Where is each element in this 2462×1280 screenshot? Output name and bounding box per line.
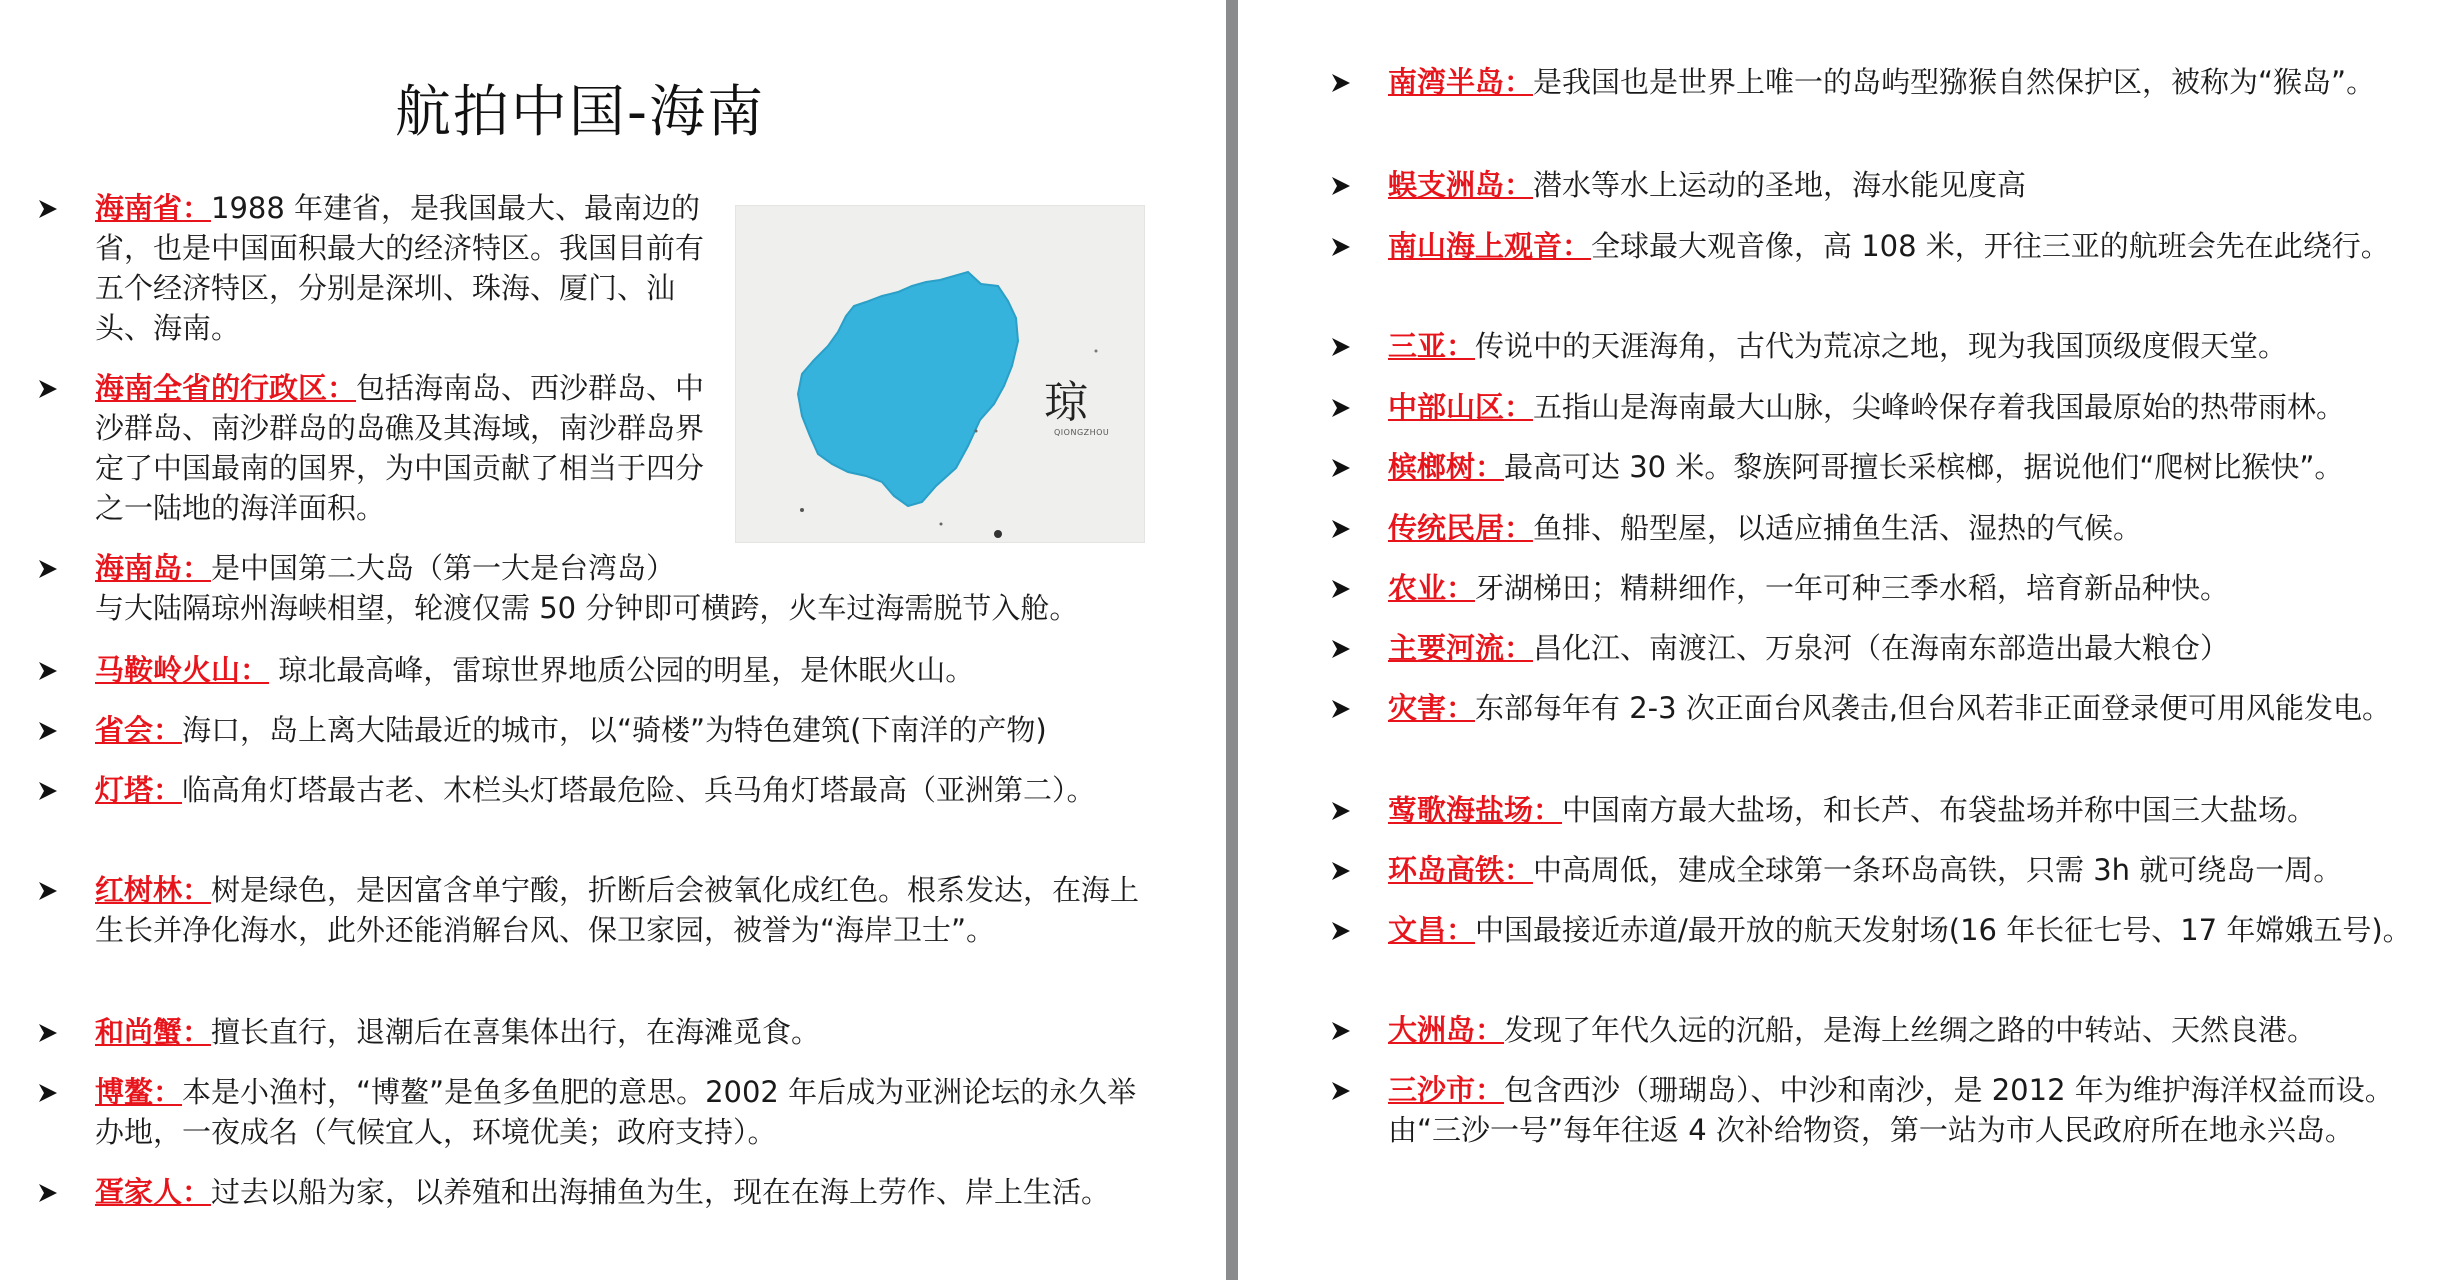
item-text: 中国南方最大盐场，和长芦、布袋盐场并称中国三大盐场。 — [1562, 793, 2317, 827]
item-label: 三沙市： — [1388, 1073, 1505, 1107]
item-text: 树是绿色，是因富含单宁酸，折断后会被氧化成红色。根系发达，在海上生长并净化海水，此外还能消解台风、保卫家园，被誉为“海岸卫士”。 — [95, 873, 1140, 947]
item-text: 1988 年建省，是我国最大、最南边的省，也是中国面积最大的经济特区。我国目前有五个经济特区，分别是深圳、珠海、厦门、汕头、海南。 — [95, 191, 705, 345]
arrow-bullet-icon — [1330, 638, 1352, 660]
item-label: 海南省： — [95, 191, 212, 225]
item-label: 和尚蟹： — [95, 1015, 212, 1049]
item-text: 最高可达 30 米。黎族阿哥擅长采槟榔，据说他们“爬树比猴快”。 — [1504, 450, 2344, 484]
arrow-bullet-icon — [37, 660, 59, 682]
list-item — [1388, 387, 2418, 427]
arrow-bullet-icon — [37, 1022, 59, 1044]
arrow-bullet-icon — [1330, 518, 1352, 540]
arrow-bullet-icon — [1330, 457, 1352, 479]
list-item — [95, 1012, 1175, 1052]
list-item — [1388, 447, 2418, 487]
item-text: 琼北最高峰，雷琼世界地质公园的明星，是休眠火山。 — [269, 653, 975, 687]
item-label: 省会： — [95, 713, 183, 747]
item-text: 发现了年代久远的沉船，是海上丝绸之路的中转站、天然良港。 — [1504, 1013, 2317, 1047]
list-item — [1388, 790, 2418, 830]
item-label: 槟榔树： — [1388, 450, 1505, 484]
arrow-bullet-icon — [1330, 336, 1352, 358]
list-item — [1388, 165, 2418, 205]
item-label: 传统民居： — [1388, 511, 1534, 545]
arrow-bullet-icon — [37, 880, 59, 902]
arrow-bullet-icon — [37, 780, 59, 802]
item-label: 南山海上观音： — [1388, 229, 1592, 263]
item-label: 蜈支洲岛： — [1388, 168, 1534, 202]
item-label: 红树林： — [95, 873, 212, 907]
item-label: 中部山区： — [1388, 390, 1534, 424]
page-divider — [1226, 0, 1238, 1280]
list-item — [1388, 1010, 2418, 1050]
item-label: 莺歌海盐场： — [1388, 793, 1563, 827]
list-item — [1388, 910, 2418, 950]
item-text: 包含西沙（珊瑚岛）、中沙和南沙，是 2012 年为维护海洋权益而设。由“三沙一号”每年往返 4 次补给物资，第一站为市人民政府所在地永兴岛。 — [1388, 1073, 2394, 1147]
item-label: 环岛高铁： — [1388, 853, 1534, 887]
list-item — [95, 1072, 1140, 1152]
page-title: 航拍中国-海南 — [394, 80, 766, 145]
item-text: 海口，岛上离大陆最近的城市，以“骑楼”为特色建筑(下南洋的产物) — [182, 713, 1047, 747]
item-text: 擅长直行，退潮后在喜集体出行，在海滩觅食。 — [211, 1015, 821, 1049]
arrow-bullet-icon — [1330, 800, 1352, 822]
arrow-bullet-icon — [1330, 397, 1352, 419]
item-label: 主要河流： — [1388, 631, 1534, 665]
item-text: 五指山是海南最大山脉，尖峰岭保存着我国最原始的热带雨林。 — [1533, 390, 2346, 424]
item-text: 过去以船为家，以养殖和出海捕鱼为生，现在在海上劳作、岸上生活。 — [211, 1175, 1111, 1209]
list-item — [1388, 628, 2418, 668]
item-text: 中高周低，建成全球第一条环岛高铁，只需 3h 就可绕岛一周。 — [1533, 853, 2343, 887]
arrow-bullet-icon — [1330, 236, 1352, 258]
item-label: 疍家人： — [95, 1175, 212, 1209]
arrow-bullet-icon — [1330, 698, 1352, 720]
left-page — [0, 0, 1226, 1280]
item-label: 灯塔： — [95, 773, 183, 807]
item-label: 博鳌： — [95, 1075, 183, 1109]
list-item — [95, 368, 710, 528]
list-item — [1388, 568, 2418, 608]
list-item — [1388, 226, 2418, 266]
arrow-bullet-icon — [37, 378, 59, 400]
item-label: 马鞍岭火山： — [95, 653, 270, 687]
arrow-bullet-icon — [1330, 1080, 1352, 1102]
item-text: 东部每年有 2-3 次正面台风袭击,但台风若非正面登录便可用风能发电。 — [1475, 691, 2392, 725]
list-item — [95, 650, 1175, 690]
hainan-map-image — [735, 205, 1145, 543]
item-label: 大洲岛： — [1388, 1013, 1505, 1047]
item-label: 海南岛： — [95, 551, 212, 585]
arrow-bullet-icon — [1330, 578, 1352, 600]
item-text: 昌化江、南渡江、万泉河（在海南东部造出最大粮仓） — [1533, 631, 2230, 665]
item-label: 三亚： — [1388, 329, 1476, 363]
list-item — [95, 870, 1140, 950]
item-label: 农业： — [1388, 571, 1476, 605]
item-text: 包括海南岛、西沙群岛、中沙群岛、南沙群岛的岛礁及其海域，南沙群岛界定了中国最南的国界，为中国贡献了相当于四分之一陆地的海洋面积。 — [95, 371, 705, 525]
arrow-bullet-icon — [1330, 1020, 1352, 1042]
item-text: 传说中的天涯海角，古代为荒凉之地，现为我国顶级度假天堂。 — [1475, 329, 2288, 363]
list-item — [95, 1172, 1175, 1212]
item-text: 鱼排、船型屋，以适应捕鱼生活、湿热的气候。 — [1533, 511, 2143, 545]
item-text: 是中国第二大岛（第一大是台湾岛） — [211, 551, 676, 585]
arrow-bullet-icon — [37, 720, 59, 742]
list-item — [1388, 62, 2418, 102]
item-label: 南湾半岛： — [1388, 65, 1534, 99]
arrow-bullet-icon — [37, 198, 59, 220]
arrow-bullet-icon — [1330, 920, 1352, 942]
arrow-bullet-icon — [1330, 860, 1352, 882]
list-item — [1388, 508, 2418, 548]
figure-char: 琼 — [1044, 377, 1088, 428]
list-item — [1388, 688, 2418, 728]
item-text: 全球最大观音像，高 108 米，开往三亚的航班会先在此绕行。 — [1591, 229, 2390, 263]
item-text: 临高角灯塔最古老、木栏头灯塔最危险、兵马角灯塔最高（亚洲第二）。 — [182, 773, 1096, 807]
right-page — [1238, 0, 2462, 1280]
item-label: 文昌： — [1388, 913, 1476, 947]
list-item — [1388, 1070, 2418, 1150]
arrow-bullet-icon — [37, 1182, 59, 1204]
list-item — [95, 548, 1175, 628]
list-item — [95, 188, 710, 348]
item-text: 潜水等水上运动的圣地，海水能见度高 — [1533, 168, 2027, 202]
figure-caption: QIONGZHOU — [1054, 428, 1110, 437]
arrow-bullet-icon — [37, 1082, 59, 1104]
item-text: 本是小渔村，“博鳌”是鱼多鱼肥的意思。2002 年后成为亚洲论坛的永久举办地，一夜成名（气候宜人，环境优美；政府支持）。 — [95, 1075, 1137, 1149]
item-label: 灾害： — [1388, 691, 1476, 725]
list-item — [95, 710, 1175, 750]
item-text: 是我国也是世界上唯一的岛屿型猕猴自然保护区，被称为“猴岛”。 — [1533, 65, 2376, 99]
arrow-bullet-icon — [1330, 175, 1352, 197]
item-label: 海南全省的行政区： — [95, 371, 357, 405]
list-item — [1388, 326, 2418, 366]
item-text-line2: 与大陆隔琼州海峡相望，轮渡仅需 50 分钟即可横跨，火车过海需脱节入舱。 — [95, 591, 1079, 625]
arrow-bullet-icon — [1330, 72, 1352, 94]
list-item — [95, 770, 1140, 810]
arrow-bullet-icon — [37, 558, 59, 580]
item-text: 中国最接近赤道/最开放的航天发射场(16 年长征七号、17 年嫦娥五号)。 — [1475, 913, 2412, 947]
list-item — [1388, 850, 2418, 890]
item-text: 牙湖梯田；精耕细作，一年可种三季水稻，培育新品种快。 — [1475, 571, 2230, 605]
